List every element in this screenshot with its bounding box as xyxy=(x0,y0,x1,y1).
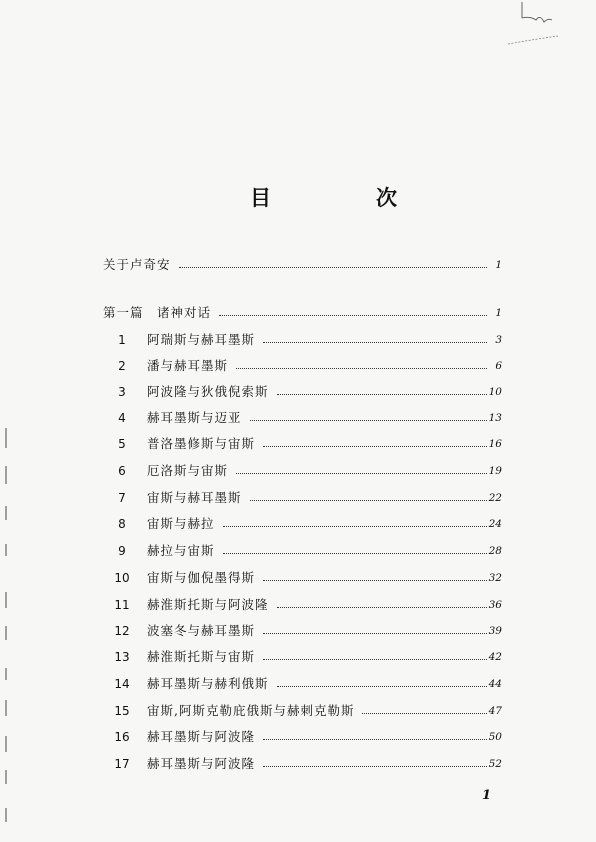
toc-entry xyxy=(0,513,596,535)
toc-entry-number: 15 xyxy=(114,704,130,718)
toc-entry xyxy=(0,254,596,276)
toc-dot-leader xyxy=(263,739,487,740)
toc-entry xyxy=(0,302,596,324)
toc-dot-leader xyxy=(236,368,487,369)
toc-dot-leader xyxy=(263,342,487,343)
toc-entry xyxy=(0,620,596,642)
toc-dot-leader xyxy=(263,580,487,581)
toc-entry xyxy=(0,329,596,351)
toc-entry-title: 宙斯,阿斯克勒庇俄斯与赫刺克勒斯 xyxy=(147,703,355,718)
toc-dot-leader xyxy=(250,500,487,501)
toc-entry-title: 赫淮斯托斯与阿波隆 xyxy=(147,597,269,612)
toc-dot-leader xyxy=(277,607,487,608)
toc-entry-page: 50 xyxy=(488,731,502,743)
toc-entry-title: 赫耳墨斯与阿波隆 xyxy=(147,756,256,771)
toc-entry-number: 10 xyxy=(114,571,130,585)
toc-entry-title: 关于卢奇安 xyxy=(103,257,171,272)
toc-entry-title: 潘与赫耳墨斯 xyxy=(147,358,229,373)
toc-entry xyxy=(0,487,596,509)
toc-entry-title: 赫淮斯托斯与宙斯 xyxy=(147,649,256,664)
toc-dot-leader xyxy=(263,659,487,660)
toc-entry-title: 赫耳墨斯与迈亚 xyxy=(147,410,242,425)
toc-entry-page: 16 xyxy=(488,438,502,450)
toc-entry-page: 47 xyxy=(488,705,502,717)
toc-entry xyxy=(0,594,596,616)
toc-entry xyxy=(0,433,596,455)
toc-entry-number: 9 xyxy=(118,544,126,558)
toc-entry-page: 22 xyxy=(488,492,502,504)
toc-entry xyxy=(0,540,596,562)
toc-entry-number: 11 xyxy=(114,598,130,612)
toc-entry xyxy=(0,381,596,403)
toc-entry xyxy=(0,700,596,722)
page-number: 1 xyxy=(482,788,492,803)
toc-dot-leader xyxy=(219,315,487,316)
toc-dot-leader xyxy=(263,633,487,634)
toc-dot-leader xyxy=(277,394,487,395)
toc-entry-number: 16 xyxy=(114,730,130,744)
toc-entry-page: 52 xyxy=(488,758,502,770)
toc-entry xyxy=(0,753,596,775)
toc-entry-number: 6 xyxy=(118,464,126,478)
toc-entry-number: 13 xyxy=(114,650,130,664)
toc-entry-page: 24 xyxy=(488,518,502,530)
toc-entry-page: 42 xyxy=(488,651,502,663)
toc-entry-page: 13 xyxy=(488,412,502,424)
toc-entry-page: 44 xyxy=(488,678,502,690)
toc-entry-number: 5 xyxy=(118,437,126,451)
toc-entry xyxy=(0,355,596,377)
toc-dot-leader xyxy=(263,446,487,447)
toc-entry-number: 17 xyxy=(114,757,130,771)
toc-entry-title: 阿波隆与狄俄倪索斯 xyxy=(147,384,269,399)
toc-entry xyxy=(0,567,596,589)
corner-pencil-scribble xyxy=(500,0,580,60)
toc-dot-leader xyxy=(179,267,487,268)
toc-entry-page: 32 xyxy=(488,572,502,584)
toc-dot-leader xyxy=(223,526,487,527)
toc-entry-page: 19 xyxy=(488,465,502,477)
toc-entry-number: 12 xyxy=(114,624,130,638)
toc-entry-title: 宙斯与赫耳墨斯 xyxy=(147,490,242,505)
toc-entry xyxy=(0,460,596,482)
toc-entry xyxy=(0,646,596,668)
toc-entry-page: 10 xyxy=(488,386,502,398)
toc-entry-page: 1 xyxy=(495,307,502,319)
toc-entry-title: 赫拉与宙斯 xyxy=(147,543,215,558)
toc-entry-page: 6 xyxy=(495,360,502,372)
toc-dot-leader xyxy=(250,420,487,421)
toc-entry-page: 36 xyxy=(488,599,502,611)
toc-entry-number: 2 xyxy=(118,359,126,373)
toc-entry-title: 厄洛斯与宙斯 xyxy=(147,463,229,478)
toc-entry-page: 1 xyxy=(495,259,502,271)
toc-entry xyxy=(0,726,596,748)
toc-dot-leader xyxy=(236,473,487,474)
toc-entry-title: 普洛墨修斯与宙斯 xyxy=(147,436,256,451)
toc-dot-leader xyxy=(362,713,487,714)
toc-dot-leader xyxy=(277,686,487,687)
toc-entry-title: 宙斯与赫拉 xyxy=(147,516,215,531)
toc-entry-title: 第一篇 诸神对话 xyxy=(103,305,212,320)
toc-entry-page: 3 xyxy=(495,334,502,346)
toc-dot-leader xyxy=(263,766,487,767)
toc-entry xyxy=(0,407,596,429)
toc-entry-title: 赫耳墨斯与阿波隆 xyxy=(147,729,256,744)
toc-entry-title: 波塞冬与赫耳墨斯 xyxy=(147,623,256,638)
toc-entry xyxy=(0,673,596,695)
page-title: 目 次 xyxy=(250,186,439,210)
toc-entry-number: 4 xyxy=(118,411,126,425)
toc-dot-leader xyxy=(223,553,487,554)
toc-entry-number: 7 xyxy=(118,491,126,505)
toc-entry-number: 1 xyxy=(118,333,126,347)
toc-entry-page: 39 xyxy=(488,625,502,637)
toc-entry-number: 14 xyxy=(114,677,130,691)
toc-entry-page: 28 xyxy=(488,545,502,557)
toc-entry-number: 3 xyxy=(118,385,126,399)
toc-entry-title: 赫耳墨斯与赫利俄斯 xyxy=(147,676,269,691)
toc-entry-title: 宙斯与伽倪墨得斯 xyxy=(147,570,256,585)
toc-entry-number: 8 xyxy=(118,517,126,531)
toc-entry-title: 阿瑞斯与赫耳墨斯 xyxy=(147,332,256,347)
